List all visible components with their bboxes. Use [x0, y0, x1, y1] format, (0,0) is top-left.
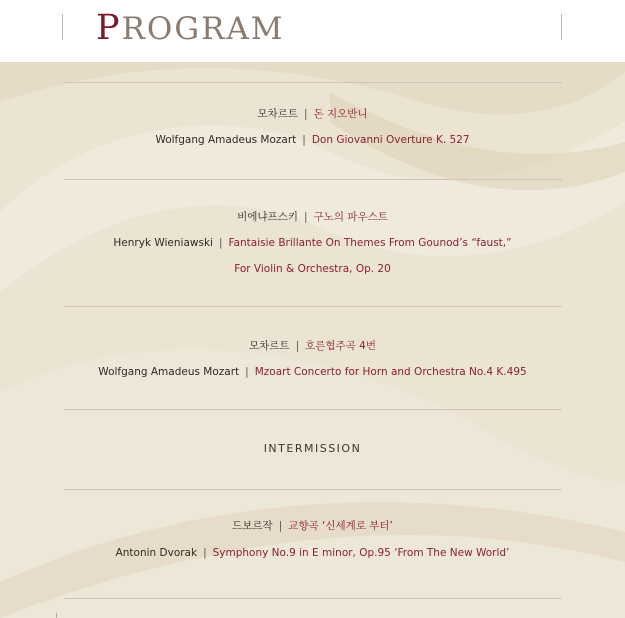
program-item-1-english: [0, 133, 625, 147]
divider: [64, 82, 562, 83]
title-rest: ROGRAM: [121, 11, 285, 47]
title-initial: P: [96, 8, 122, 48]
separator: |: [295, 340, 300, 352]
korean-work: 돈 지오반니: [313, 108, 368, 120]
divider-tick: [56, 613, 57, 618]
korean-work: 호른협주곡 4번: [305, 340, 376, 352]
program-item-4-english: [0, 546, 625, 560]
program-item-1-korean: [0, 107, 625, 121]
program-item-2-english: [0, 236, 625, 250]
work-title-continued: For Violin & Orchestra, Op. 20: [234, 263, 391, 275]
korean-work: 교향곡 ‘신세계로 부터’: [288, 520, 393, 532]
program-item-2-english-cont: [0, 262, 625, 276]
program-panel: [0, 62, 625, 618]
divider: [64, 409, 562, 410]
program-item-4-korean: [0, 519, 625, 533]
separator: |: [245, 366, 249, 378]
composer-name: Antonin Dvorak: [115, 547, 198, 559]
korean-composer: 모차르트: [248, 340, 290, 352]
header: [0, 0, 625, 62]
header-divider-right: [561, 14, 562, 40]
divider: [64, 598, 562, 599]
intermission-label: INTERMISSION: [263, 442, 362, 455]
korean-composer: 비에냐프스키: [237, 211, 298, 223]
divider: [64, 306, 562, 307]
work-title: Symphony No.9 in E minor, Op.95 ‘From The New World’: [212, 547, 510, 559]
separator: |: [303, 211, 308, 223]
divider: [64, 179, 562, 180]
page-title: [96, 8, 285, 49]
separator: |: [203, 547, 207, 559]
separator: |: [303, 108, 308, 120]
program-item-2-korean: [0, 210, 625, 224]
composer-name: Henryk Wieniawski: [113, 237, 213, 249]
separator: |: [278, 520, 283, 532]
header-divider-left: [62, 14, 63, 40]
work-title: Fantaisie Brillante On Themes From Gounod’s “faust,”: [228, 237, 512, 249]
work-title: Don Giovanni Overture K. 527: [311, 134, 470, 146]
separator: |: [302, 134, 306, 146]
korean-composer: 모차르트: [257, 108, 298, 120]
korean-work: 구노의 파우스트: [313, 211, 388, 223]
program-item-3-korean: [0, 339, 625, 353]
program-item-3-english: [0, 365, 625, 379]
composer-name: Wolfgang Amadeus Mozart: [98, 366, 240, 378]
composer-name: Wolfgang Amadeus Mozart: [155, 134, 297, 146]
work-title: Mzoart Concerto for Horn and Orchestra No.4 K.495: [254, 366, 527, 378]
separator: |: [218, 237, 223, 249]
divider: [64, 489, 562, 490]
korean-composer: 드보르작: [232, 520, 273, 532]
